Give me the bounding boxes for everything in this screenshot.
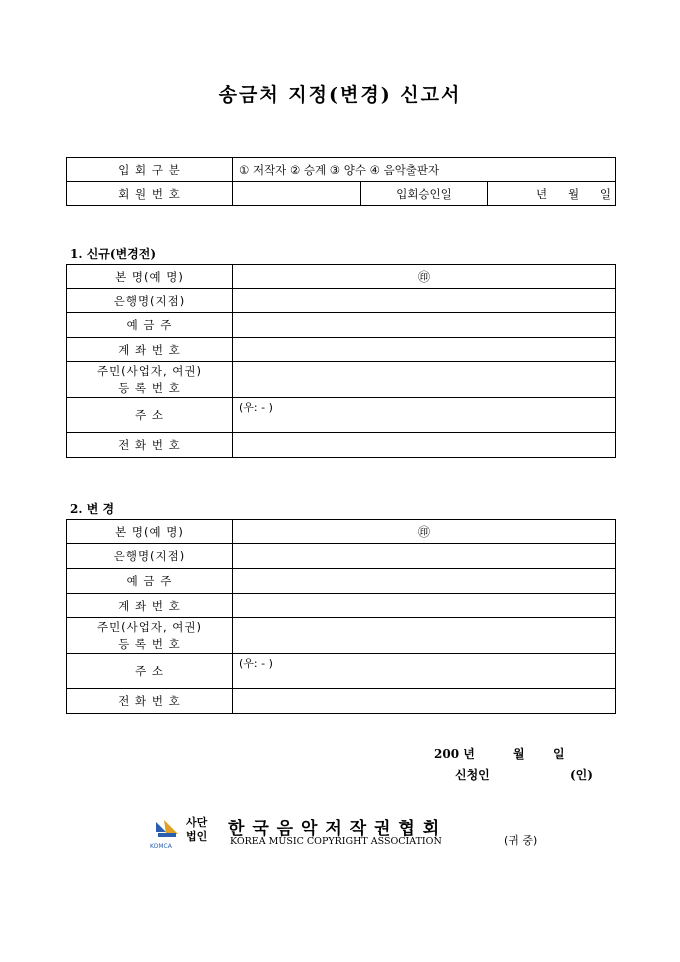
seal-mark: ㊞: [417, 270, 430, 284]
org-name-en: KOREA MUSIC COPYRIGHT ASSOCIATION: [230, 836, 442, 847]
s2-name-field[interactable]: [233, 520, 616, 544]
s1-depositor-label: 예 금 주: [67, 313, 233, 338]
recipient-suffix: (귀 중): [504, 834, 538, 847]
member-number-label: 회 원 번 호: [67, 182, 233, 206]
komca-logo-text: KOMCA: [150, 843, 172, 850]
s1-reg-field[interactable]: [233, 362, 616, 398]
seal-mark: ㊞: [417, 525, 430, 539]
s2-address-field[interactable]: (우: - ): [233, 654, 616, 689]
s1-address-label: 주 소: [67, 398, 233, 433]
section1-table: [66, 264, 616, 458]
s2-phone-field[interactable]: [233, 689, 616, 714]
s2-reg-label-line2: 등 록 번 호: [118, 636, 181, 651]
approval-date-label: 입회승인일: [361, 182, 488, 206]
date-day: 일: [553, 747, 565, 761]
member-number-field[interactable]: [233, 182, 361, 206]
footer-org: [150, 812, 570, 852]
komca-logo-icon: [154, 818, 180, 840]
s2-bank-label: 은행명(지점): [67, 544, 233, 569]
section2-table: [66, 519, 616, 714]
s2-reg-field[interactable]: [233, 618, 616, 654]
date-day-unit: 일: [599, 186, 611, 201]
org-name-kr: 한 국 음 악 저 작 권 협 회: [228, 819, 441, 839]
corp-type-line1: 사단: [186, 816, 208, 829]
s1-reg-label: [67, 362, 233, 398]
s1-account-field[interactable]: [233, 338, 616, 362]
date-month: 월: [513, 747, 525, 761]
s1-depositor-field[interactable]: [233, 313, 616, 338]
s2-address-label: 주 소: [67, 654, 233, 689]
date-year: 200 년: [434, 747, 475, 761]
date-month-unit: 월: [567, 186, 580, 201]
s1-phone-label: 전 화 번 호: [67, 433, 233, 458]
s2-depositor-label: 예 금 주: [67, 569, 233, 594]
s2-reg-label-line1: 주민(사업자, 여권): [96, 619, 203, 634]
membership-table: [66, 157, 616, 206]
s1-account-label: 계 좌 번 호: [67, 338, 233, 362]
section1-heading: 1. 신규(변경전): [70, 247, 157, 261]
s2-account-field[interactable]: [233, 594, 616, 618]
s1-address-field[interactable]: (우: - ): [233, 398, 616, 433]
membership-type-options[interactable]: ① 저작자 ② 승계 ③ 양수 ④ 음악출판자: [233, 158, 616, 182]
s1-reg-label-line2: 등 록 번 호: [118, 380, 181, 395]
s2-phone-label: 전 화 번 호: [67, 689, 233, 714]
section2-heading: 2. 변 경: [70, 502, 115, 516]
s1-reg-label-line1: 주민(사업자, 여권): [96, 363, 203, 378]
s1-name-field[interactable]: [233, 265, 616, 289]
s1-bank-field[interactable]: [233, 289, 616, 313]
corp-type-line2: 법인: [186, 830, 208, 843]
applicant-label: 신청인: [455, 768, 490, 782]
s1-phone-field[interactable]: [233, 433, 616, 458]
applicant-seal: (인): [570, 768, 593, 782]
approval-date-field[interactable]: [488, 182, 616, 206]
s2-account-label: 계 좌 번 호: [67, 594, 233, 618]
corp-type: [186, 816, 207, 844]
date-year-unit: 년: [536, 186, 548, 201]
s1-bank-label: 은행명(지점): [67, 289, 233, 313]
s2-depositor-field[interactable]: [233, 569, 616, 594]
s1-name-label: 본 명(예 명): [67, 265, 233, 289]
s2-reg-label: [67, 618, 233, 654]
s2-name-label: 본 명(예 명): [67, 520, 233, 544]
membership-type-label: 입 회 구 분: [67, 158, 233, 182]
page-title: 송금처 지정(변경) 신고서: [218, 84, 462, 106]
s2-bank-field[interactable]: [233, 544, 616, 569]
